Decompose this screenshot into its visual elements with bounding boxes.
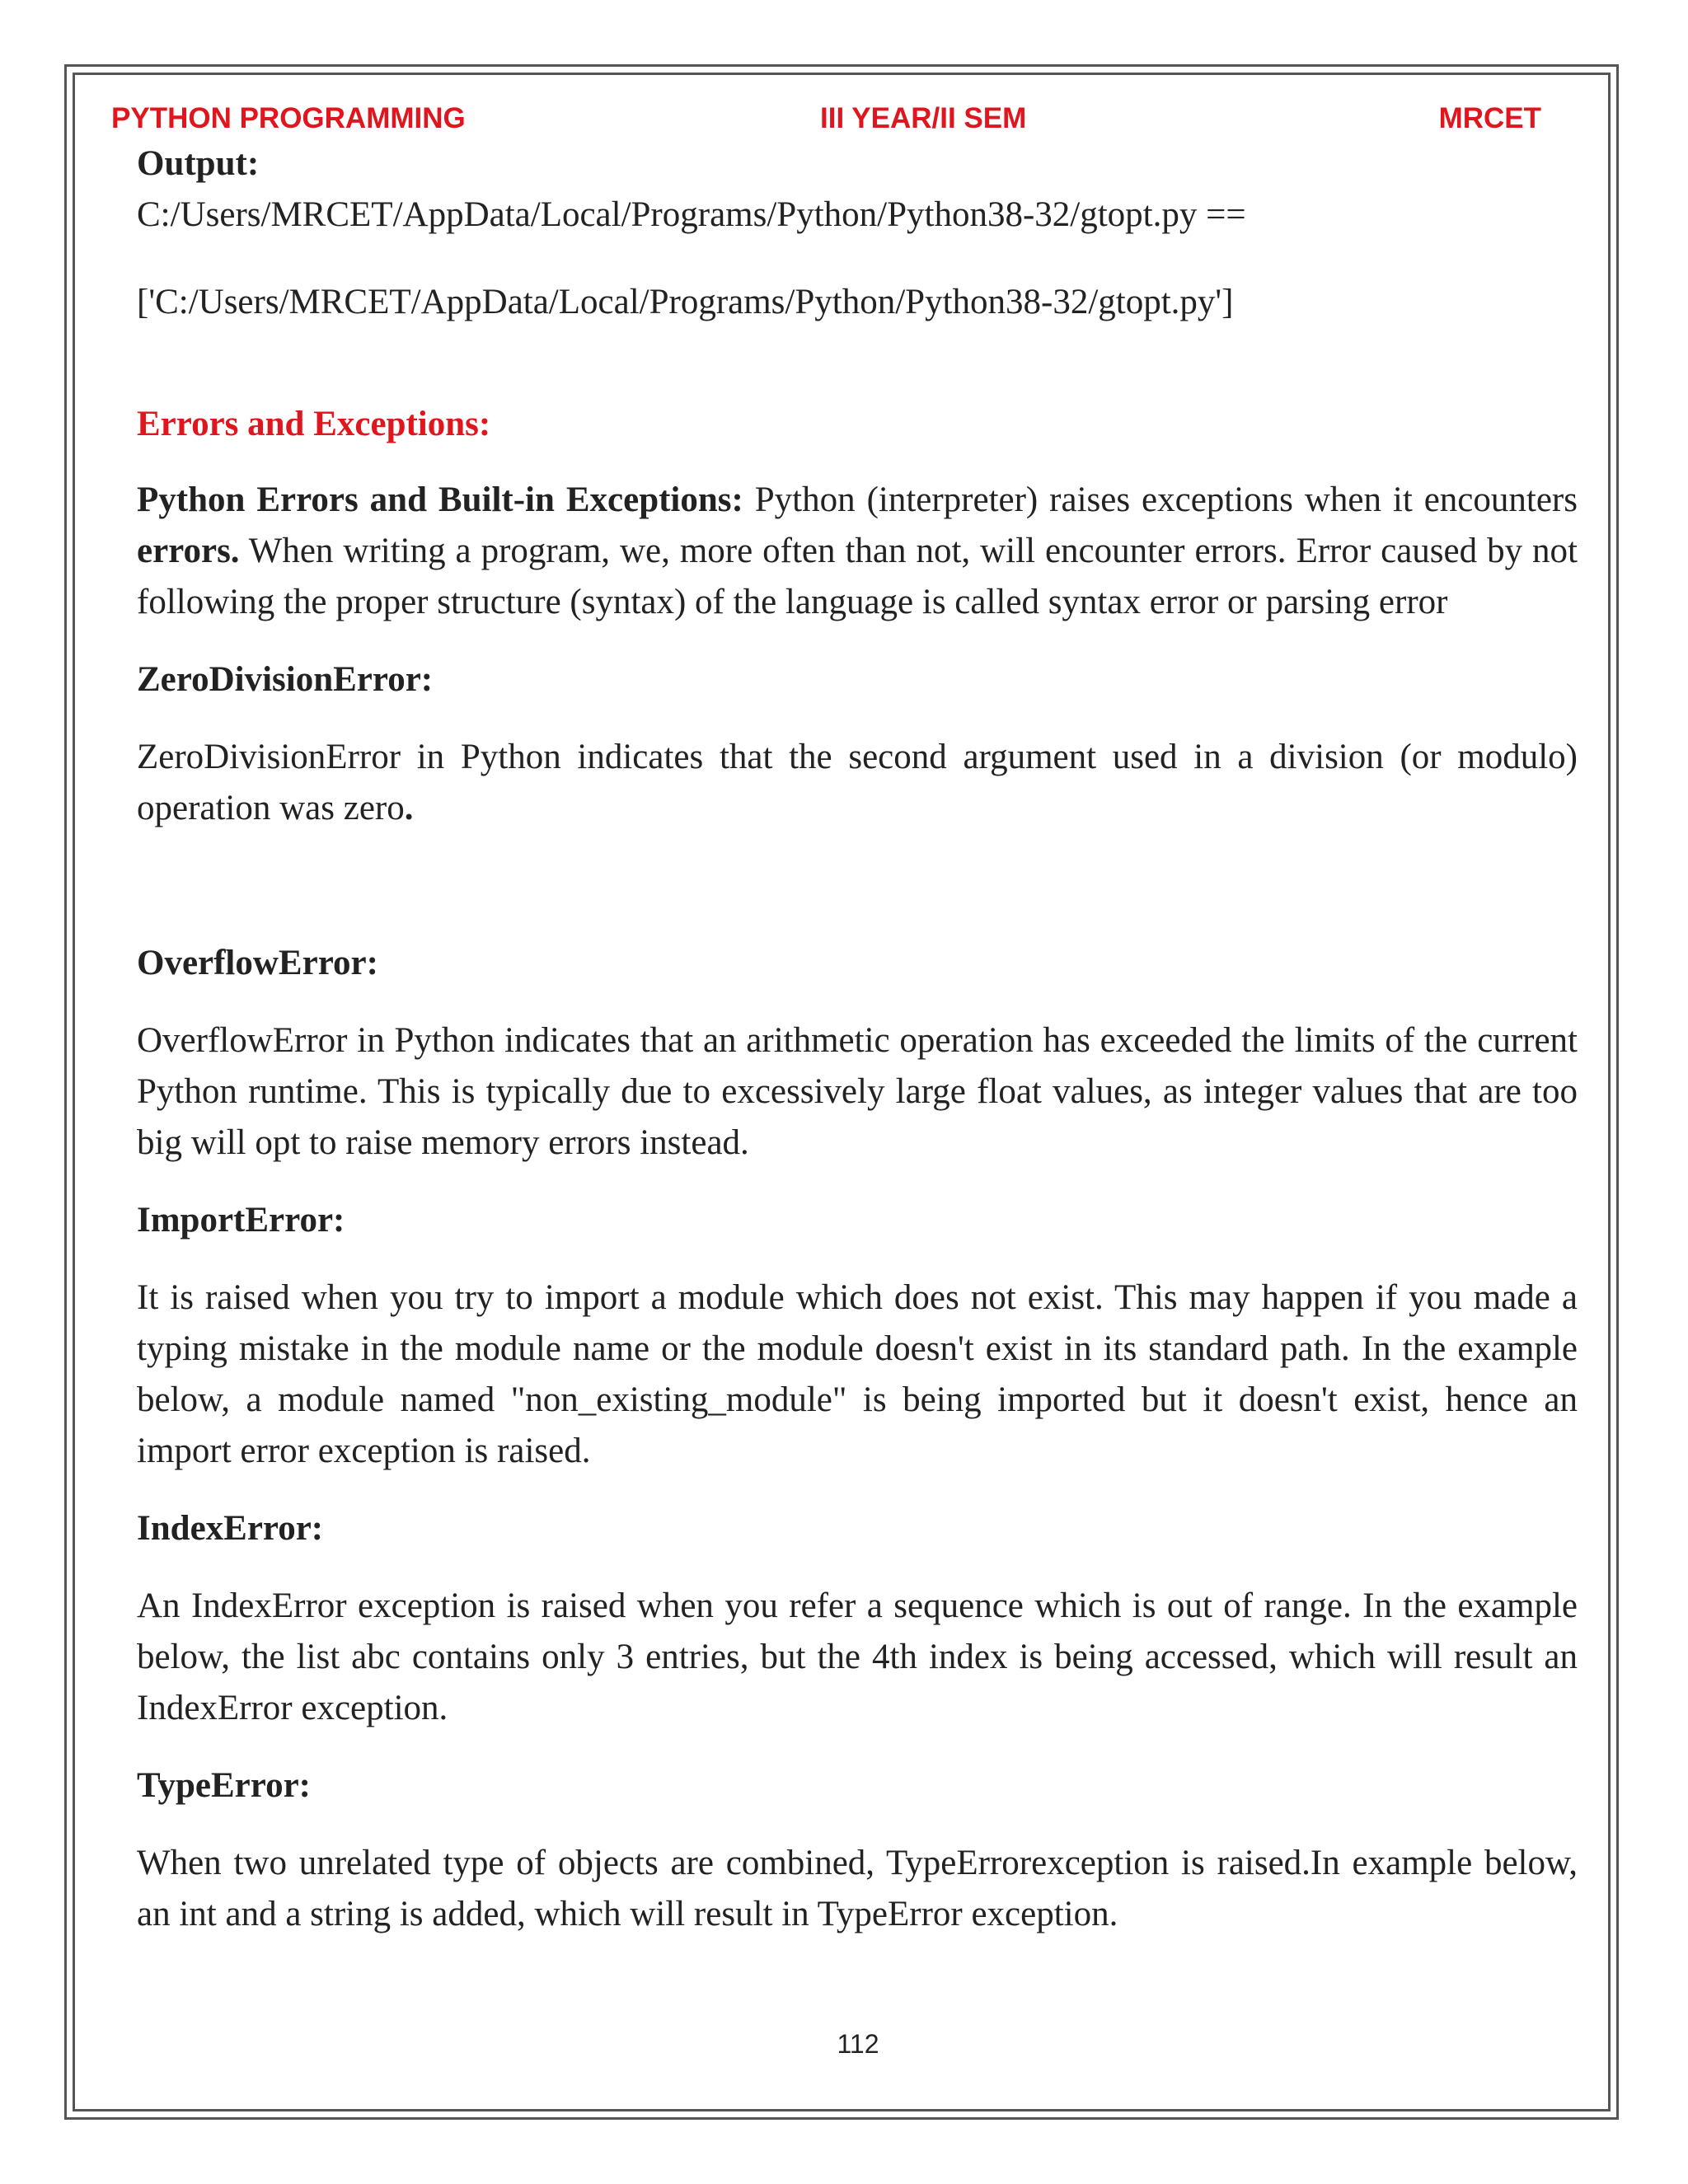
output-line-2: ['C:/Users/MRCET/AppData/Local/Programs/Python/Python38-32/gtopt.py']: [137, 283, 1234, 321]
overflow-body: OverflowError in Python indicates that an arithmetic operation has exceeded the limits of the current Python runtime. This is typically due to excessively large float values, as integer values that are too big will opt to raise memory errors instead.: [137, 1021, 1578, 1162]
import-error-body: It is raised when you try to import a module which does not exist. This may happen if you made a typing mistake in the module name or the module doesn't exist in its standard path. In the example below, a module named "non_existing_module" is being imported but it doesn't exist, hence an import error exception is raised.: [137, 1278, 1578, 1470]
intro-text-a: Python (interpreter) raises exceptions when it encounters: [743, 480, 1578, 519]
zero-division-body: [137, 732, 1578, 834]
intro-bold-lead: Python Errors and Built-in Exceptions:: [137, 480, 743, 519]
zero-division-text: ZeroDivisionError in Python indicates that the second argument used in a division (or modulo) operation was zero: [137, 738, 1578, 827]
intro-bold-word: errors.: [137, 532, 240, 570]
zero-division-period: .: [404, 789, 414, 827]
header-course: PYTHON PROGRAMMING: [111, 102, 466, 134]
overflow-heading: OverflowError:: [137, 944, 378, 982]
page-header: [111, 102, 1541, 138]
intro-text-b: When writing a program, we, more often than not, will encounter errors. Error caused by not following the proper structure (syntax) of the language is called syntax error or parsing error: [137, 532, 1578, 621]
type-error-heading: TypeError:: [137, 1766, 311, 1805]
header-institution: MRCET: [1438, 102, 1541, 134]
import-error-heading: ImportError:: [137, 1201, 345, 1240]
section-title: Errors and Exceptions:: [137, 405, 491, 443]
index-error-body: An IndexError exception is raised when you refer a sequence which is out of range. In the example below, the list abc contains only 3 entries, but the 4th index is being accessed, which will result an IndexError exception.: [137, 1586, 1578, 1727]
type-error-body: When two unrelated type of objects are combined, TypeErrorexception is raised.In example below, an int and a string is added, which will result in TypeError exception.: [137, 1844, 1578, 1933]
page-number: 112: [837, 2029, 879, 2059]
output-line-1: C:/Users/MRCET/AppData/Local/Programs/Python/Python38-32/gtopt.py ==: [137, 195, 1246, 234]
intro-paragraph: [137, 475, 1578, 628]
zero-division-heading: ZeroDivisionError:: [137, 660, 434, 699]
header-semester: III YEAR/II SEM: [820, 102, 1027, 134]
output-title: Output:: [137, 144, 260, 183]
index-error-heading: IndexError:: [137, 1509, 324, 1548]
page-content: [137, 138, 1578, 1940]
